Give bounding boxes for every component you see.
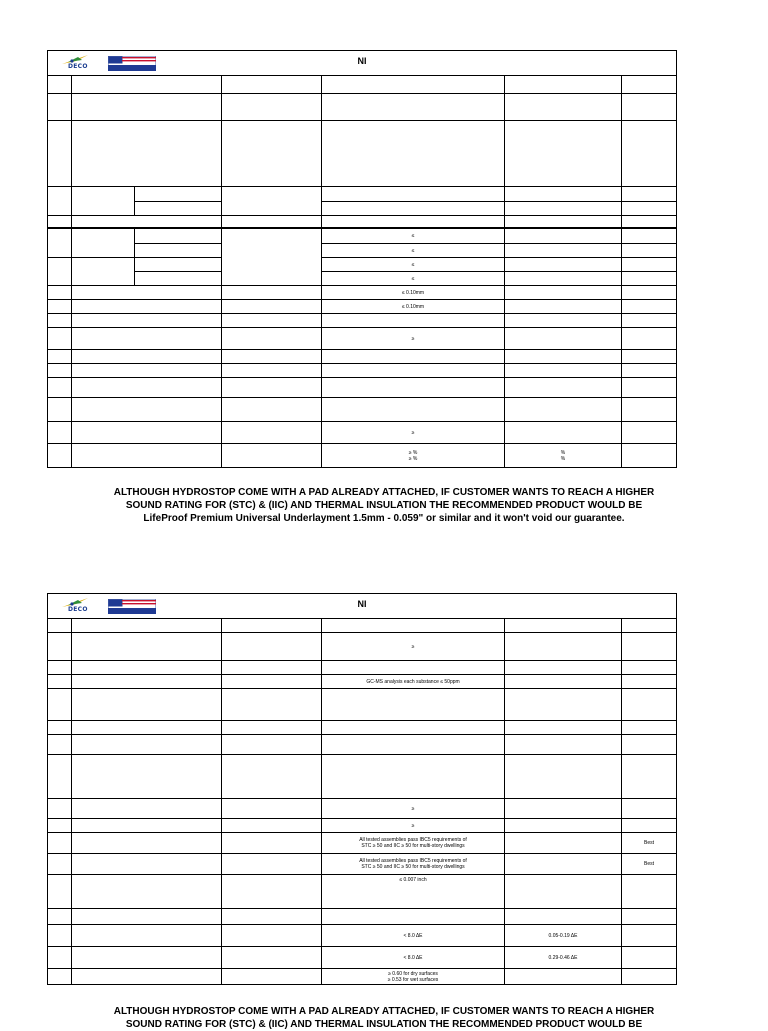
cell-r14: ≤ 0.10mm	[322, 300, 505, 314]
table-header	[48, 594, 677, 619]
cell-r11-rating: Best	[622, 854, 677, 875]
cell-r15-value: 0.29-0.46 ΔE	[505, 947, 622, 969]
spec-table-2	[47, 593, 677, 985]
deco-logo: DECO	[58, 54, 96, 72]
spec-table-1	[47, 50, 677, 468]
recommendation-note-1: ALTHOUGH HYDROSTOP COME WITH A PAD ALREADY ATTACHED, IF CUSTOMER WANTS TO REACH A HIGHER SOUND RATING FOR (STC) & (IIC) AND THERMAL INSULATION THE RECOMMENDED PRODUCT WOULD BE LifeProof Premium Universal Underlayment 1.5mm - 0.059" or similar and it won't void our guarantee.	[113, 487, 655, 524]
cell-r14-value: 0.05-0.19 ΔE	[505, 925, 622, 947]
cell-r21: ≥	[322, 422, 505, 444]
cell-r16: ≥ 0.60 for dry surfaces ≥ 0.53 for wet surfaces	[322, 969, 505, 985]
cell-r10-rating: Best	[622, 833, 677, 854]
cell-r16: ≥	[322, 328, 505, 350]
cell-r12: ≤ 0.007 inch	[322, 875, 505, 909]
cell-r11: ≤	[322, 258, 505, 272]
cell-r9: ≤	[322, 229, 505, 244]
cell-r12: ≤	[322, 272, 505, 286]
cell-r10: ≤	[322, 244, 505, 258]
cell-r22-value: % %	[505, 444, 622, 468]
cell-r11: All tested assemblies pass IBC5 requirements of STC ≥ 50 and IIC ≥ 50 for multi-story dwellings	[322, 854, 505, 875]
cell-r13: ≤ 0.10mm	[322, 286, 505, 300]
table-header	[48, 51, 677, 76]
cell-r1: ≥	[322, 633, 505, 661]
deco-logo: DECO	[58, 597, 96, 615]
table-title: NI	[357, 599, 367, 609]
table-title: NI	[357, 56, 367, 66]
cell-r14: < 8.0 ΔE	[322, 925, 505, 947]
cell-r8: ≥	[322, 799, 505, 819]
cell-r3: GC-MS analysis each substance ≤ 50ppm	[322, 675, 505, 689]
cell-r15: < 8.0 ΔE	[322, 947, 505, 969]
recommendation-note-2: ALTHOUGH HYDROSTOP COME WITH A PAD ALREADY ATTACHED, IF CUSTOMER WANTS TO REACH A HIGHER SOUND RATING FOR (STC) & (IIC) AND THERMAL INSULATION THE RECOMMENDED PRODUCT WOULD BE	[113, 1006, 655, 1030]
cell-r22-main: ≥ % ≥ %	[322, 444, 505, 468]
cell-r10: All tested assemblies pass IBC5 requirements of STC ≥ 50 and IIC ≥ 50 for multi-story dwellings	[322, 833, 505, 854]
cell-r9: ≥	[322, 819, 505, 833]
